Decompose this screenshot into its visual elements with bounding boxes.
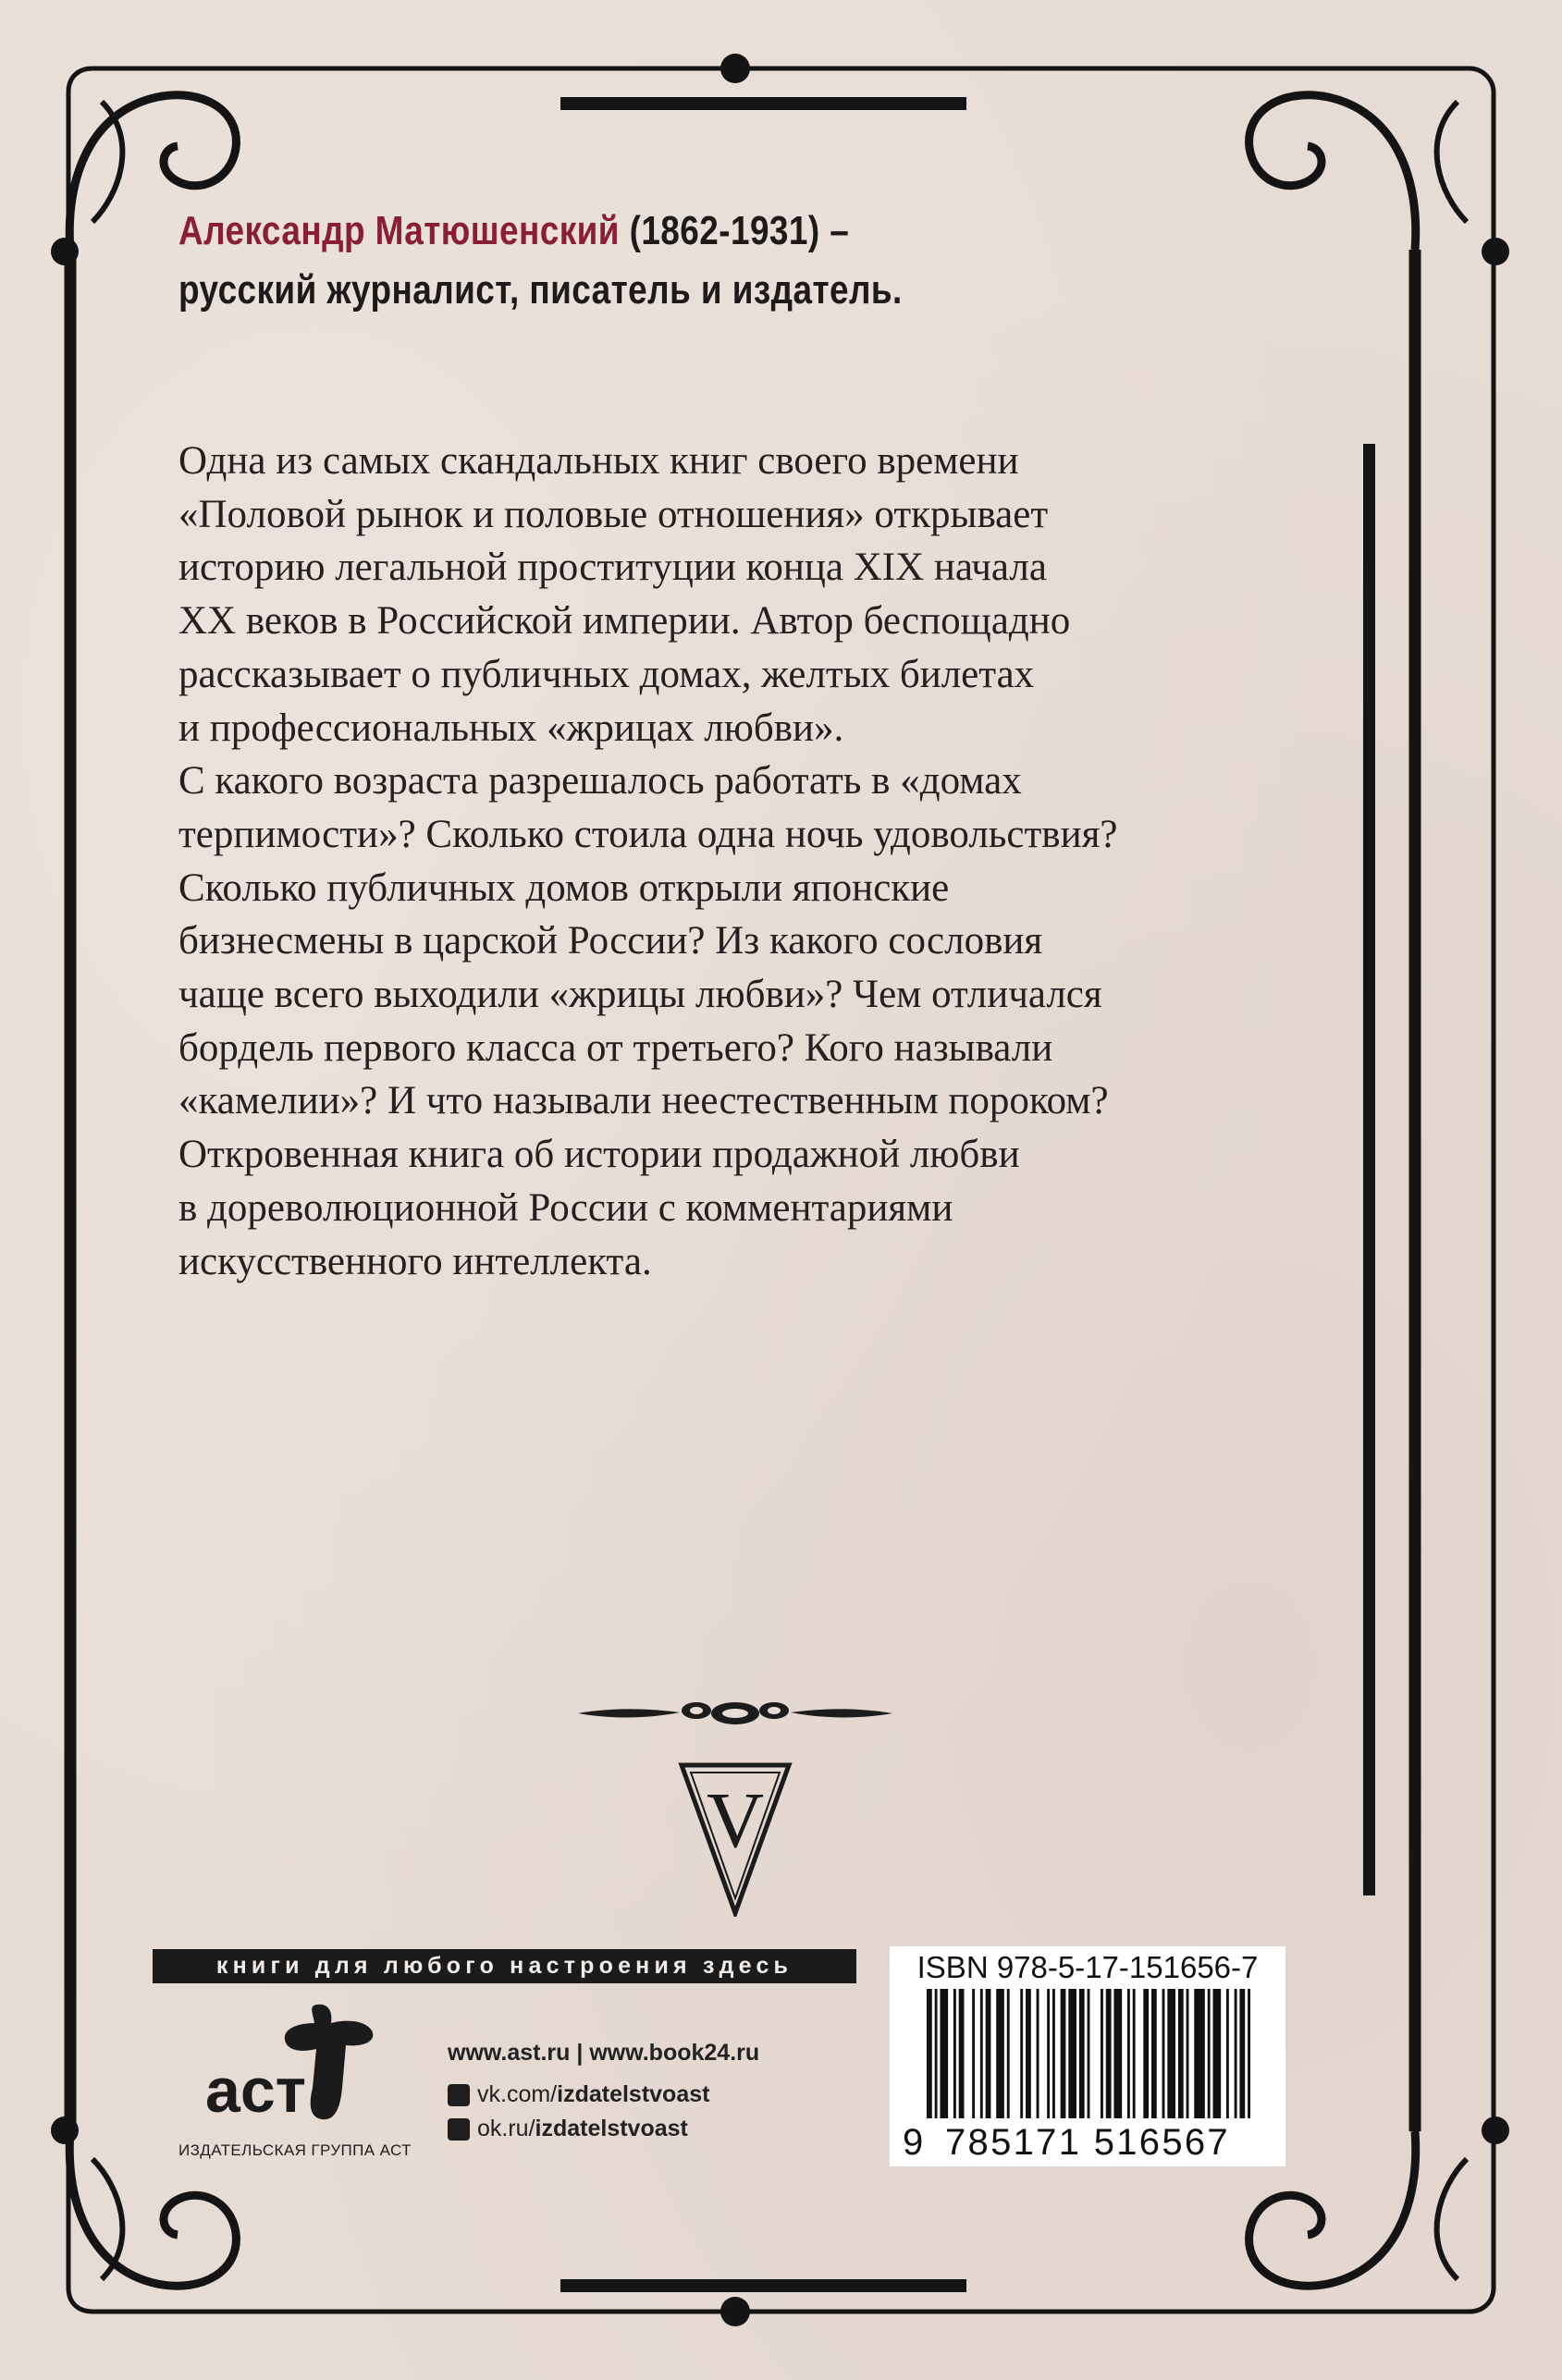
blurb-line: рассказывает о публичных домах, желтых билетах <box>178 652 1035 696</box>
blurb-line: «камелии»? И что называли неестественным пороком? <box>178 1079 1109 1123</box>
slogan-banner: книги для любого настроения здесь <box>153 1949 856 1983</box>
social-link-ok[interactable] <box>448 2116 759 2142</box>
barcode-bar <box>1106 1989 1112 2118</box>
barcode-bar <box>1226 1989 1229 2118</box>
barcode-bar <box>1088 1989 1090 2118</box>
barcode-bar <box>1079 1989 1085 2118</box>
barcode-bar <box>1068 1989 1076 2118</box>
series-mark: V <box>706 1775 765 1864</box>
ean-digits: 785171 516567 <box>945 2122 1230 2163</box>
flourish-ornament <box>578 1690 892 1736</box>
publisher-websites[interactable]: www.ast.ru | www.book24.ru <box>448 2040 760 2066</box>
isbn-label: ISBN 978-5-17-151656-7 <box>916 1950 1259 1984</box>
blurb-line: историю легальной проституции конца XIX начала <box>178 546 1047 590</box>
isbn-barcode-block <box>890 1946 1285 2166</box>
barcode-bar <box>972 1989 975 2118</box>
barcode-bar <box>935 1989 938 2118</box>
barcode-bar <box>1127 1989 1130 2118</box>
ok-prefix: ok.ru/ <box>477 2116 535 2141</box>
author-name: Александр Матюшенский <box>178 208 620 253</box>
author-description: русский журналист, писатель и издатель. <box>178 267 903 313</box>
blurb-line: С какого возраста разрешалось работать в «домах <box>178 759 1022 804</box>
vk-prefix: vk.com/ <box>477 2081 558 2107</box>
vk-handle: izdatelstvoast <box>557 2081 710 2107</box>
barcode-bar <box>1026 1989 1031 2118</box>
author-info <box>178 202 1188 320</box>
barcode-bar <box>1178 1989 1184 2118</box>
blurb-line: Откровенная книга об истории продажной любви <box>178 1133 1020 1177</box>
blurb-line: и профессиональных «жрицах любви». <box>178 705 844 750</box>
vk-icon <box>448 2084 470 2106</box>
barcode-bar <box>1213 1989 1222 2118</box>
ast-logo-text: аст <box>205 2055 306 2126</box>
barcode-bar <box>1167 1989 1175 2118</box>
barcode-bar <box>1037 1989 1039 2118</box>
publisher-links <box>448 2040 759 2142</box>
blurb-line: Одна из самых скандальных книг своего времени <box>178 439 1019 483</box>
blurb-line: бизнесмены в царской России? Из какого сословия <box>178 919 1043 963</box>
barcode-bar <box>940 1989 948 2118</box>
barcode-bar <box>1101 1989 1103 2118</box>
barcode-bar <box>1052 1989 1055 2118</box>
publisher-group-name: ИЗДАТЕЛЬСКАЯ ГРУППА АСТ <box>178 2141 412 2159</box>
blurb-line: терпимости»? Сколько стоила одна ночь удовольствия? <box>178 812 1118 856</box>
ean-first-digit: 9 <box>903 2122 924 2163</box>
barcode-bar <box>986 1989 991 2118</box>
barcode-bar <box>1061 1989 1066 2118</box>
ok-icon <box>448 2118 470 2141</box>
barcode-bar <box>1020 1989 1023 2118</box>
blurb-line: XX веков в Российской империи. Автор беспощадно <box>178 599 1071 644</box>
author-years: (1862-1931) – <box>629 208 850 253</box>
barcode-bar <box>1187 1989 1189 2118</box>
barcode-bar <box>1162 1989 1165 2118</box>
barcode-bar <box>980 1989 983 2118</box>
blurb-line: бордель первого класса от третьего? Кого называли <box>178 1025 1053 1070</box>
blurb-line: в дореволюционной России с комментариями <box>178 1185 953 1230</box>
barcode-bar <box>1208 1989 1211 2118</box>
barcode-bar <box>927 1989 932 2118</box>
blurb-line: «Половой рынок и половые отношения» открывает <box>178 492 1049 536</box>
barcode-bar <box>1113 1989 1122 2118</box>
book-blurb <box>178 435 1288 1288</box>
barcode-bar <box>1151 1989 1157 2118</box>
barcode-bar <box>1235 1989 1237 2118</box>
barcode-bar <box>1143 1989 1149 2118</box>
ast-logo <box>205 1999 381 2129</box>
barcode-bar <box>953 1989 956 2118</box>
author-line <box>178 202 1188 261</box>
barcode-bar <box>1194 1989 1205 2118</box>
barcode-bar <box>1047 1989 1050 2118</box>
barcode-bar <box>1133 1989 1136 2118</box>
barcode-bar <box>1239 1989 1245 2118</box>
vertical-accent-bar <box>1363 444 1375 1895</box>
blurb-line: искусственного интеллекта. <box>178 1239 652 1283</box>
blurb-line: чаще всего выходили «жрицы любви»? Чем отличался <box>178 973 1102 1017</box>
series-logo-icon <box>678 1761 793 1917</box>
barcode-bar <box>959 1989 965 2118</box>
ok-handle: izdatelstvoast <box>535 2116 688 2141</box>
barcode-bar <box>1007 1989 1010 2118</box>
barcode-bar <box>1248 1989 1250 2118</box>
blurb-line: Сколько публичных домов открыли японские <box>178 865 950 910</box>
social-link-vk[interactable] <box>448 2081 759 2108</box>
barcode-graphic <box>927 1989 1250 2128</box>
barcode-bar <box>996 1989 1004 2118</box>
